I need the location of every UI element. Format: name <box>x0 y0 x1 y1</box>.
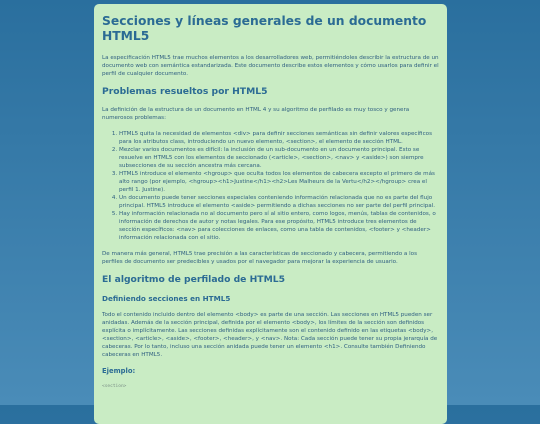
example-heading: Ejemplo: <box>102 367 136 375</box>
section-heading-problems: Problemas resueltos por HTML5 <box>102 86 268 97</box>
page-title: Secciones y líneas generales de un documento HTML5 <box>102 14 427 43</box>
list-item: 2. Mezclar varios documentos es difícil: la inclusión de un sub-documento en un documento principal. Esto se resuelve en HTML5 con los elementos de seccionado (<article>, <section>, <nav> y <aside>) son siempre subsecciones de su sección ancestra más cercana. <box>119 146 439 170</box>
problems-closing-paragraph: De manera más general, HTML5 trae precisión a las características de seccionado y cabecera, permitiendo a los perfiles de documento ser predecibles y usados por el navegador para mejorar la experiencia de usuario. <box>102 251 418 265</box>
list-item: 4. Un documento puede tener secciones especiales conteniendo información relacionada que no es parte del flujo principal. HTML5 introduce el elemento <aside> permitiendo a dichas secciones no ser parte del perfil principal. <box>119 194 439 210</box>
document-card <box>94 4 447 424</box>
list-item: 1. HTML5 quita la necesidad de elementos <div> para definir secciones semánticas sin definir valores específicos para los atributos class, introduciendo un nuevo elemento, <section>, el elemento de sección HTML. <box>119 130 439 146</box>
list-item: 5. Hay información relacionada no al documento pero sí al sitio entero, como logos, menús, tablas de contenidos, o información de derechos de autor y notas legales. Para ese propósito, HTML5 introduce tres elementos de sección específicos: <nav> para colecciones de enlaces, como una tabla de contenidos, <footer> y <header> información relacionada con el sitio. <box>119 210 439 242</box>
problems-list <box>102 130 439 242</box>
list-item: 3. HTML5 introduce el elemento <hgroup> que oculta todos los elementos de cabecera excepto el primero de más alto rango (por ejemplo, <hgroup><h1>Justine</h1><h2>Les Malheurs de la Vertu</h2></hgroup> crea el perfil 1. Justine). <box>119 170 439 194</box>
code-example: <section> <box>102 384 127 389</box>
defining-sections-paragraph: Todo el contenido incluido dentro del elemento <body> es parte de una sección. Las secciones en HTML5 pueden ser anidadas. Además de la sección principal, definida por el elemento <body>, los límites de la sección son definidos explícita o implícitamente. Las secciones definidas explícitamente son el contenido definido en las etiquetas <body>, <section>, <article>, <aside>, <footer>, <header>, y <nav>. Nota: Cada sección puede tener su propia jerarquía de cabeceras. Por lo tanto, incluso una sección anidada puede tener un elemento <h1>. Consulte también Definiendo cabeceras en HTML5. <box>102 312 438 358</box>
intro-paragraph: La especificación HTML5 trae muchos elementos a los desarrolladores web, permitiéndoles describir la estructura de un documento web con semántica estandarizada. Este documento describe estos elementos y cómo usarlos para definir el perfil de cualquier documento. <box>102 55 439 77</box>
subsection-heading-defining-sections: Definiendo secciones en HTML5 <box>102 294 231 303</box>
problems-lead-paragraph: La definición de la estructura de un documento en HTML 4 y su algoritmo de perfilado es muy tosco y genera numerosos problemas: <box>102 107 410 121</box>
section-heading-algorithm: El algoritmo de perfilado de HTML5 <box>102 274 285 285</box>
